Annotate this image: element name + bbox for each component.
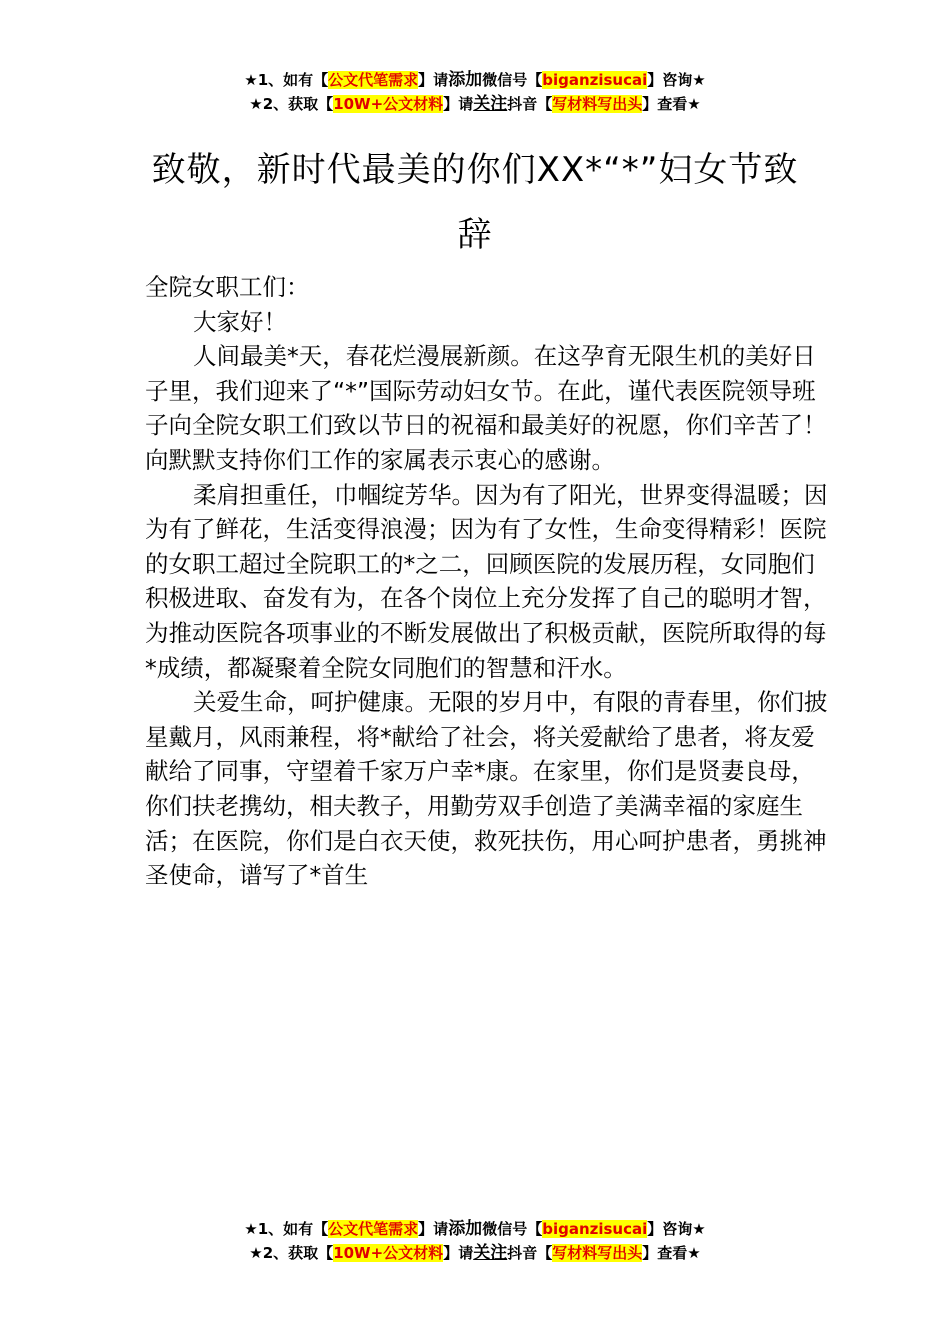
body-paragraph: 柔肩担重任，巾帼绽芳华。因为有了阳光，世界变得温暖；因为有了鲜花，生活变得浪漫；因为有了女性，生命变得精彩！医院的女职工超过全院职工的*之二，回顾医院的发展历程，女同胞们积极进取、奋发有为，在各个岗位上充分发挥了自己的聪明才智，为推动医院各项事业的不断发展做出了积极贡献，医院所取得的每*成绩，都凝聚着全院女同胞们的智慧和汗水。	[145, 480, 828, 682]
banner-text: 抖音【	[507, 95, 553, 113]
banner-highlight: biganzisucai	[542, 71, 648, 89]
document-body	[145, 270, 835, 893]
banner-line-2	[0, 92, 950, 116]
header-banner	[0, 68, 950, 116]
banner-highlight: 10W+公文材料	[333, 95, 444, 113]
banner-text: 微信号【	[482, 71, 543, 89]
banner-text: ★2、获取【	[249, 1244, 334, 1262]
banner-emphasis: 关注	[473, 94, 508, 114]
banner-text: ★1、如有【	[244, 1220, 329, 1238]
banner-text: 】请	[418, 71, 449, 89]
document-title: 致敬，新时代最美的你们XX*“*”妇女节致辞	[151, 150, 799, 255]
banner-text: 】查看★	[642, 1244, 701, 1262]
banner-emphasis: 关注	[473, 1243, 508, 1263]
banner-text: 】请	[443, 1244, 474, 1262]
banner-text: 】请	[443, 95, 474, 113]
footer-banner	[0, 1217, 950, 1265]
banner-highlight: 写材料写出头	[552, 1244, 643, 1262]
body-paragraph: 关爱生命，呵护健康。无限的岁月中，有限的青春里，你们披星戴月，风雨兼程，将*献给了社会，将关爱献给了患者，将友爱献给了同事，守望着千家万户幸*康。在家里，你们是贤妻良母，你们扶老携幼，相夫教子，用勤劳双手创造了美满幸福的家庭生活；在医院，你们是白衣天使，救死扶伤，用心呵护患者，勇挑神圣使命，谱写了*首生	[145, 688, 828, 890]
banner-text: 】咨询★	[647, 1220, 706, 1238]
banner-text: 】请	[418, 1220, 449, 1238]
salutation: 全院女职工们：	[145, 273, 310, 301]
banner-highlight: 公文代笔需求	[328, 71, 419, 89]
greeting: 大家好！	[193, 307, 287, 336]
banner-highlight: biganzisucai	[542, 1220, 648, 1238]
banner-text: 】查看★	[642, 95, 701, 113]
banner-highlight: 公文代笔需求	[328, 1220, 419, 1238]
banner-text: ★1、如有【	[244, 71, 329, 89]
banner-line-2	[0, 1241, 950, 1265]
banner-text: ★2、获取【	[249, 95, 334, 113]
banner-line-1	[0, 68, 950, 92]
banner-emphasis: 添加	[448, 1219, 483, 1239]
banner-line-1	[0, 1217, 950, 1241]
banner-highlight: 写材料写出头	[552, 95, 643, 113]
banner-text: 抖音【	[507, 1244, 553, 1262]
banner-text: 微信号【	[482, 1220, 543, 1238]
banner-emphasis: 添加	[448, 70, 483, 90]
banner-text: 】咨询★	[647, 71, 706, 89]
body-paragraph: 人间最美*天，春花烂漫展新颜。在这孕育无限生机的美好日子里，我们迎来了“*”国际劳动妇女节。在此，谨代表医院领导班子向全院女职工们致以节日的祝福和最美好的祝愿，你们辛苦了！向默默支持你们工作的家属表示衷心的感谢。	[145, 342, 827, 474]
banner-highlight: 10W+公文材料	[333, 1244, 444, 1262]
